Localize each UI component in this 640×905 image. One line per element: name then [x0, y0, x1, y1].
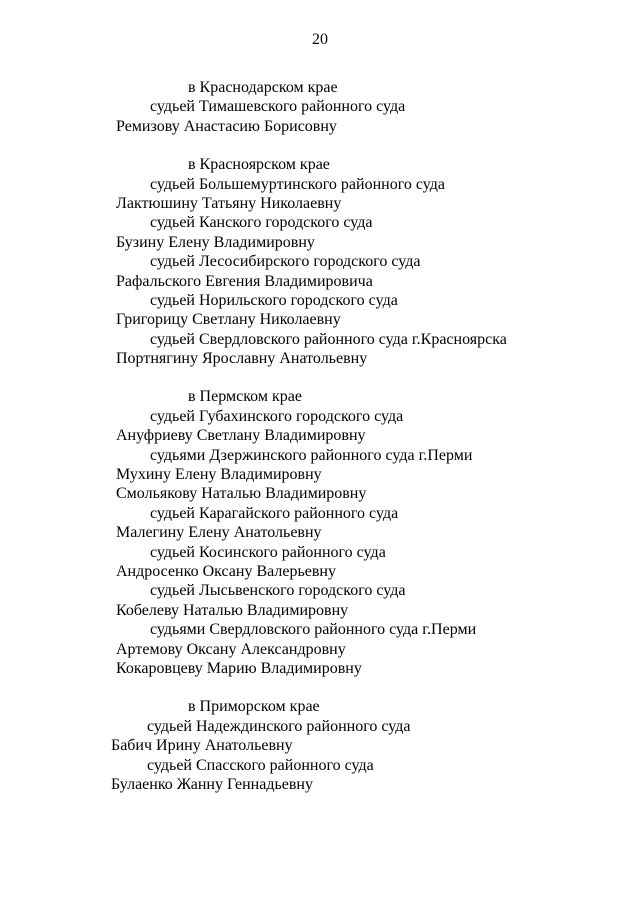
court-line: судьей Свердловского районного суда г.Красноярска — [150, 330, 507, 348]
judge-name: Портнягину Ярославну Анатольевну — [116, 350, 368, 368]
court-line: судьей Тимашевского районного суда — [150, 98, 406, 116]
region-heading: в Красноярском крае — [188, 156, 330, 174]
judge-name: Бузину Елену Владимировну — [116, 233, 315, 251]
region-section-primorsky — [0, 697, 640, 794]
court-line: судьей Лесосибирского городского суда — [150, 253, 421, 271]
judge-name: Артемову Оксану Александровну — [116, 640, 346, 658]
judge-name: Мухину Елену Владимировну — [116, 466, 322, 484]
judge-name: Лактюшину Татьяну Николаевну — [116, 194, 342, 212]
judge-name: Кокаровцеву Марию Владимировну — [116, 659, 362, 677]
judge-name: Рафальского Евгения Владимировича — [116, 272, 373, 290]
court-line: судьей Норильского городского суда — [150, 291, 398, 309]
region-section-krasnodar — [0, 78, 640, 136]
court-line: судьей Канского городского суда — [150, 214, 373, 232]
judge-name: Булаенко Жанну Геннадьевну — [111, 775, 313, 793]
judge-name: Ремизову Анастасию Борисовну — [116, 117, 337, 135]
region-heading: в Краснодарском крае — [188, 79, 338, 96]
court-line: судьей Надеждинского районного суда — [147, 717, 411, 735]
court-line: судьями Дзержинского районного суда г.Перми — [150, 446, 473, 464]
court-line: судьей Спасского районного суда — [147, 756, 374, 774]
judge-name: Кобелеву Наталью Владимировну — [116, 601, 349, 619]
page-number: 20 — [312, 31, 328, 48]
region-heading: в Пермском крае — [188, 388, 302, 406]
judge-name: Ануфриеву Светлану Владимировну — [116, 427, 366, 445]
judge-name: Андросенко Оксану Валерьевну — [116, 562, 336, 580]
court-line: судьей Косинского районного суда — [150, 543, 386, 561]
court-line: судьями Свердловского районного суда г.Перми — [150, 621, 477, 639]
judge-name: Смольякову Наталью Владимировну — [116, 485, 367, 503]
region-section-krasnoyarsk — [0, 155, 640, 368]
region-heading: в Приморском крае — [188, 698, 320, 716]
court-line: судьей Большемуртинского районного суда — [150, 175, 445, 193]
judge-name: Бабич Ирину Анатольевну — [111, 737, 293, 755]
region-section-perm — [0, 387, 640, 678]
judge-name: Малегину Елену Анатольевну — [116, 524, 322, 542]
judge-name: Григорицу Светлану Николаевну — [116, 311, 341, 329]
court-line: судьей Лысьвенского городского суда — [150, 582, 406, 600]
court-line: судьей Карагайского районного суда — [150, 504, 399, 522]
appointment-list — [0, 78, 640, 813]
court-line: судьей Губахинского городского суда — [150, 407, 404, 425]
